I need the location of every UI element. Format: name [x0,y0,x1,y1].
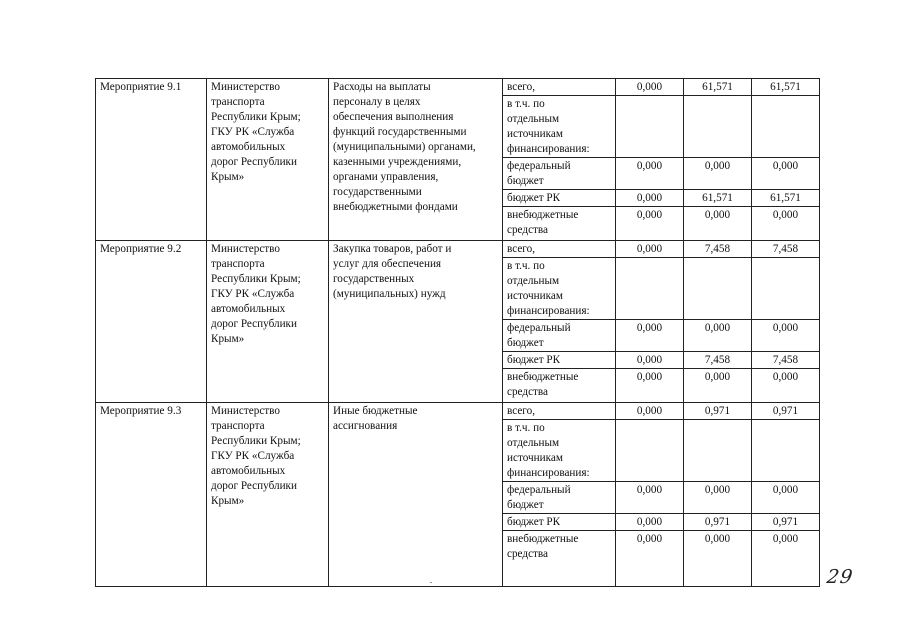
executor-line: Республики Крым; [211,111,301,123]
funding-source-label: источникам [507,452,563,464]
description-cell [329,403,503,587]
amount-cell-v1: 0,000 [616,352,684,369]
funding-source-label: внебюджетные [507,533,579,545]
amount-cell-v1 [616,258,684,320]
executor-line: дорог Республики [211,156,297,168]
description-line: казенными учреждениями, [333,156,462,168]
page-number: 29 [825,566,855,588]
description-line: Расходы на выплаты [333,81,431,93]
amount-cell-v2: 7,458 [684,352,752,369]
event-cell: Мероприятие 9.3 [96,403,207,587]
amount-cell-v1: 0,000 [616,369,684,403]
description-cell [329,79,503,241]
funding-source-label: бюджет РК [507,516,561,528]
amount-cell-v1: 0,000 [616,158,684,190]
amount-cell-v3: 7,458 [752,352,820,369]
amount-cell-v2: 0,000 [684,482,752,514]
funding-source-label: федеральный [507,484,571,496]
executor-line: автомобильных [211,141,286,153]
executor-line: Крым» [211,495,245,507]
executor-line: ГКУ РК «Служба [211,126,295,138]
executor-line: Министерство [211,243,280,255]
funding-source-cell [503,96,616,158]
description-line: ассигнования [333,420,398,432]
amount-cell-v3: 61,571 [752,79,820,96]
description-line: обеспечения выполнения [333,111,454,123]
funding-source-label: бюджет [507,499,544,511]
amount-cell-v3: 0,971 [752,514,820,531]
description-line: Иные бюджетные [333,405,418,417]
amount-cell-v1: 0,000 [616,320,684,352]
funding-source-label: бюджет [507,337,544,349]
amount-cell-v3 [752,420,820,482]
executor-line: транспорта [211,420,265,432]
description-line: услуг для обеспечения [333,258,442,270]
funding-source-label: в т.ч. по [507,422,545,434]
amount-cell-v3: 0,000 [752,207,820,241]
budget-table [95,78,820,587]
amount-cell-v1: 0,000 [616,207,684,241]
description-line: функций государственными [333,126,467,138]
amount-cell-v1: 0,000 [616,403,684,420]
funding-source-label: отдельным [507,437,560,449]
table-row [96,403,820,420]
amount-cell-v1: 0,000 [616,79,684,96]
description-line: (муниципальных) нужд [333,288,446,300]
amount-cell-v1: 0,000 [616,514,684,531]
funding-source-label: внебюджетные [507,371,579,383]
funding-source-label: финансирования: [507,143,590,155]
executor-line: транспорта [211,258,265,270]
executor-line: Крым» [211,333,245,345]
funding-source-label: источникам [507,128,563,140]
executor-line: Министерство [211,405,280,417]
funding-source-cell [503,320,616,352]
amount-cell-v2: 0,000 [684,158,752,190]
amount-cell-v3: 0,000 [752,531,820,587]
funding-source-label: средства [507,548,549,560]
amount-cell-v1: 0,000 [616,531,684,587]
executor-line: Республики Крым; [211,273,301,285]
funding-source-label: всего, [507,81,535,93]
description-line: (муниципальными) органами, [333,141,476,153]
executor-cell [207,241,329,403]
funding-source-label: отдельным [507,113,560,125]
amount-cell-v3: 61,571 [752,190,820,207]
funding-source-cell [503,79,616,96]
funding-source-cell [503,420,616,482]
description-line: внебюджетными фондами [333,201,458,213]
amount-cell-v2: 0,971 [684,403,752,420]
executor-line: ГКУ РК «Служба [211,288,295,300]
executor-cell [207,79,329,241]
amount-cell-v1 [616,96,684,158]
event-cell: Мероприятие 9.1 [96,79,207,241]
funding-source-label: средства [507,224,549,236]
funding-source-label: финансирования: [507,305,590,317]
amount-cell-v3: 0,000 [752,369,820,403]
funding-source-label: финансирования: [507,467,590,479]
amount-cell-v1: 0,000 [616,241,684,258]
funding-source-label: бюджет [507,175,544,187]
funding-source-label: в т.ч. по [507,98,545,110]
table-row [96,79,820,96]
executor-line: дорог Республики [211,480,297,492]
amount-cell-v2 [684,420,752,482]
description-line: Закупка товаров, работ и [333,243,452,255]
funding-source-label: внебюджетные [507,209,579,221]
amount-cell-v3: 0,000 [752,320,820,352]
funding-source-cell [503,190,616,207]
description-line: государственных [333,273,415,285]
funding-source-cell [503,258,616,320]
table-row [96,241,820,258]
funding-source-cell [503,352,616,369]
executor-line: дорог Республики [211,318,297,330]
amount-cell-v3: 0,971 [752,403,820,420]
funding-source-cell [503,207,616,241]
amount-cell-v2: 0,000 [684,369,752,403]
funding-source-label: федеральный [507,322,571,334]
description-line: государственными [333,186,422,198]
amount-cell-v2: 61,571 [684,79,752,96]
funding-source-cell [503,403,616,420]
funding-source-label: отдельным [507,275,560,287]
executor-cell [207,403,329,587]
executor-line: автомобильных [211,303,286,315]
funding-source-label: в т.ч. по [507,260,545,272]
amount-cell-v2: 0,000 [684,320,752,352]
funding-source-label: всего, [507,243,535,255]
amount-cell-v3: 7,458 [752,241,820,258]
funding-source-label: всего, [507,405,535,417]
description-line: органами управления, [333,171,439,183]
amount-cell-v1: 0,000 [616,190,684,207]
funding-source-cell [503,369,616,403]
funding-source-cell [503,482,616,514]
amount-cell-v1 [616,420,684,482]
amount-cell-v2: 7,458 [684,241,752,258]
executor-line: автомобильных [211,465,286,477]
amount-cell-v2 [684,96,752,158]
funding-source-label: источникам [507,290,563,302]
scan-artifact [430,582,432,583]
amount-cell-v3: 0,000 [752,482,820,514]
description-line: персоналу в целях [333,96,421,108]
amount-cell-v1: 0,000 [616,482,684,514]
funding-source-label: бюджет РК [507,192,561,204]
executor-line: ГКУ РК «Служба [211,450,295,462]
funding-source-label: средства [507,386,549,398]
executor-line: Республики Крым; [211,435,301,447]
amount-cell-v3: 0,000 [752,158,820,190]
amount-cell-v3 [752,96,820,158]
executor-line: транспорта [211,96,265,108]
funding-source-label: федеральный [507,160,571,172]
description-cell [329,241,503,403]
funding-source-label: бюджет РК [507,354,561,366]
amount-cell-v2 [684,258,752,320]
funding-source-cell [503,514,616,531]
budget-table-body [96,79,820,587]
funding-source-cell [503,158,616,190]
amount-cell-v2: 0,971 [684,514,752,531]
executor-line: Крым» [211,171,245,183]
amount-cell-v2: 0,000 [684,207,752,241]
executor-line: Министерство [211,81,280,93]
amount-cell-v3 [752,258,820,320]
funding-source-cell [503,531,616,587]
amount-cell-v2: 0,000 [684,531,752,587]
event-cell: Мероприятие 9.2 [96,241,207,403]
funding-source-cell [503,241,616,258]
amount-cell-v2: 61,571 [684,190,752,207]
